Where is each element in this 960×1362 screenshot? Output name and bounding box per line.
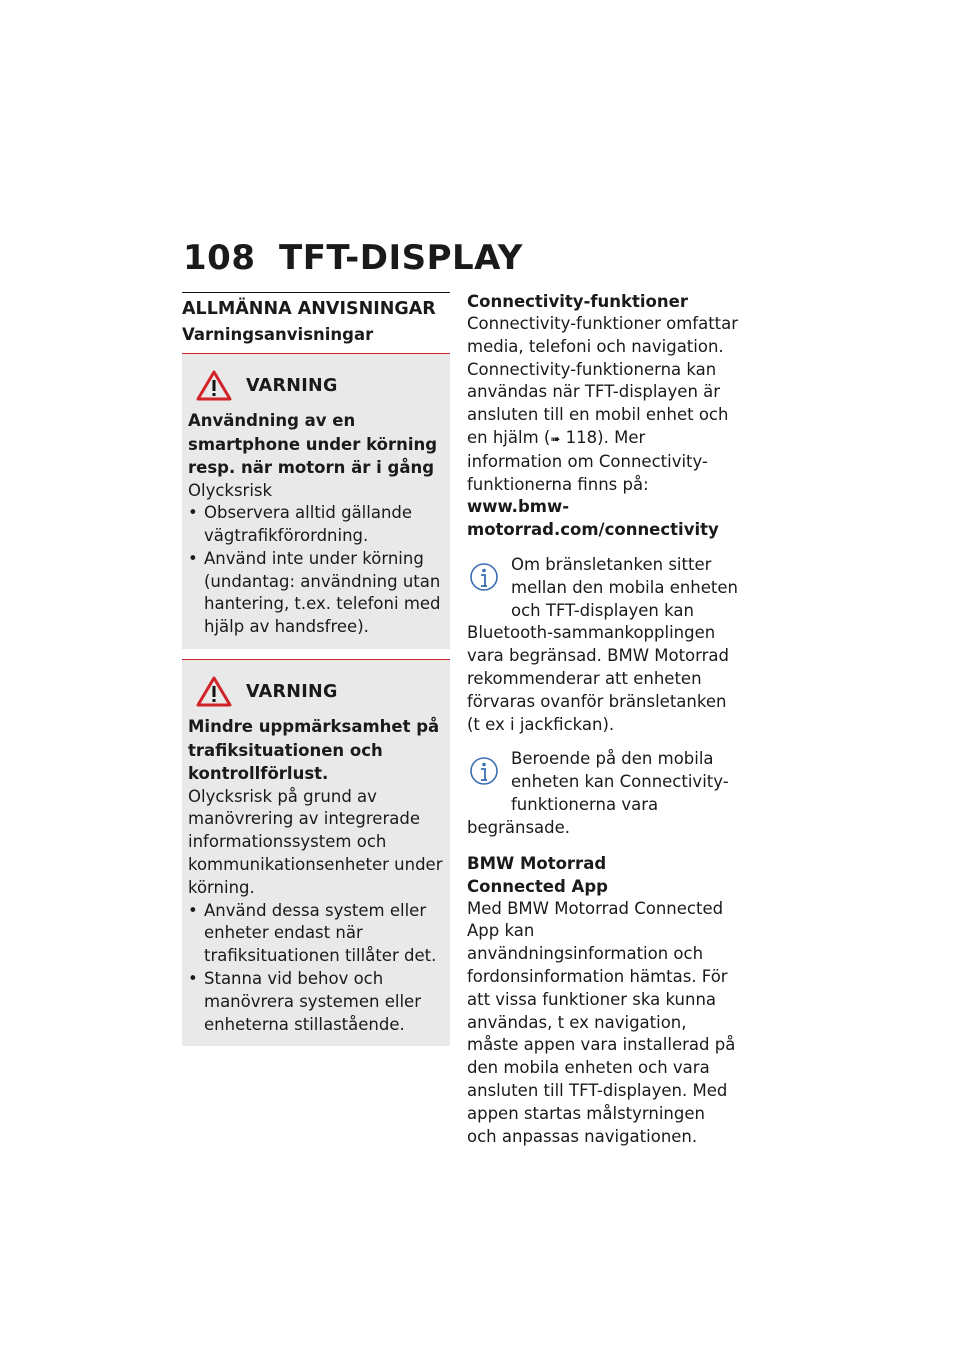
warning-box-1	[182, 353, 450, 649]
info-icon	[469, 562, 499, 606]
connectivity-text	[467, 313, 739, 542]
warning-label: VARNING	[246, 375, 338, 396]
chapter-title: TFT-DISPLAY	[279, 238, 523, 278]
page-number: 108	[183, 238, 256, 278]
info-text: Beroende på den mobila enheten kan Connectivity-funktionerna vara begränsade.	[467, 749, 729, 837]
list-item: • Använd inte under körning (undantag: användning utan hantering, t.ex. telefoni med hjälp av handsfree).	[188, 548, 444, 639]
app-heading-line-1: BMW Motorrad	[467, 853, 607, 873]
right-column	[467, 290, 739, 1148]
connectivity-heading: Connectivity-funktioner	[467, 292, 688, 311]
info-icon	[469, 756, 499, 800]
list-item: • Stanna vid behov och manövrera systemen eller enheterna stillastående.	[188, 968, 444, 1036]
left-column	[182, 292, 450, 1056]
warning-header	[188, 370, 444, 401]
page-header	[183, 238, 523, 278]
info-note-2	[467, 748, 739, 839]
warning-label: VARNING	[246, 681, 338, 702]
warning-header	[188, 676, 444, 707]
app-heading-line-2: Connected App	[467, 876, 608, 896]
app-text: Med BMW Motorrad Connected App kan användningsinformation och fordonsinformation hämtas. För att vissa funktioner ska kunna användas, t ex navigation, måste appen vara installerad på den mobila enheten och vara ansluten till TFT-displayen. Med appen startas målstyrningen och anpassas navigationen.	[467, 898, 736, 1146]
section-divider	[182, 292, 450, 293]
list-item: • Använd dessa system eller enheter endast när trafiksituationen tillåter det.	[188, 900, 444, 968]
page-reference: 118	[565, 427, 598, 447]
warning-risk: Olycksrisk	[188, 480, 273, 500]
warning-title: Mindre uppmärksamhet på trafiksituationen och kontrollförlust.	[188, 717, 440, 784]
connectivity-text-part-1: Connectivity-funktioner omfattar media, telefoni och navigation. Connectivity-funktionerna kan användas när TFT-displayen är ansluten till en mobil enhet och en hjälm (	[467, 314, 739, 447]
warning-risk: Olycksrisk på grund av manövrering av integrerade informationssystem och kommunikationsenheter under körning.	[188, 786, 443, 897]
warning-title: Användning av en smartphone under körning resp. när motorn är i gång	[188, 411, 438, 477]
info-note-1	[467, 554, 739, 736]
subsection-title: Varningsanvisningar	[182, 325, 374, 344]
warning-triangle-icon	[196, 676, 232, 707]
warning-triangle-icon	[196, 370, 232, 401]
warning-bullets	[188, 900, 444, 1037]
page-reference-arrow-icon: ➠	[550, 431, 561, 446]
warning-bullets	[188, 502, 444, 639]
connectivity-text-part-2: ). Mer information om Connectivity-funktionerna finns på:	[467, 427, 708, 494]
connectivity-url[interactable]: www.bmw-motorrad.com/connectivity	[467, 497, 719, 540]
warning-box-2	[182, 659, 450, 1046]
section-title: ALLMÄNNA ANVISNINGAR	[182, 299, 436, 319]
info-text: Om bränsletanken sitter mellan den mobila enheten och TFT-displayen kan Bluetooth-sammankopplingen vara begränsad. BMW Motorrad rekommenderar att enheten förvaras ovanför bränsletanken (t ex i jackfickan).	[467, 554, 738, 734]
list-item: • Observera alltid gällande vägtrafikförordning.	[188, 502, 444, 548]
